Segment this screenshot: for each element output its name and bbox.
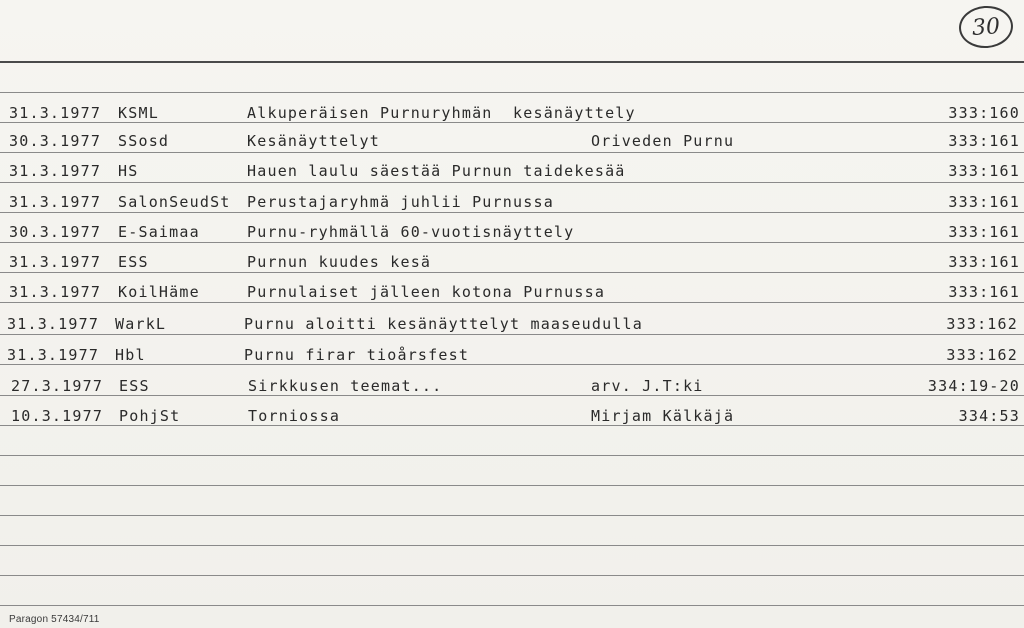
entry-row bbox=[0, 280, 1024, 304]
entry-source: E-Saimaa bbox=[118, 223, 200, 241]
entry-ref: 333:161 bbox=[948, 162, 1020, 180]
entry-source: KSML bbox=[118, 104, 159, 122]
entry-title: Hauen laulu säestää Purnun taidekesää bbox=[247, 162, 626, 180]
entry-title: Purnun kuudes kesä bbox=[247, 253, 432, 271]
entry-date: 31.3.1977 bbox=[9, 193, 102, 211]
entry-row bbox=[0, 250, 1024, 274]
page-number: 30 bbox=[971, 13, 1001, 41]
card-footer: Paragon 57434/711 bbox=[9, 614, 100, 625]
top-rule bbox=[0, 61, 1024, 63]
entry-ref: 333:161 bbox=[948, 132, 1020, 150]
ruled-line bbox=[0, 485, 1024, 486]
entry-source: ESS bbox=[119, 377, 150, 395]
entry-row bbox=[0, 343, 1024, 367]
entry-date: 31.3.1977 bbox=[7, 346, 100, 364]
entry-date: 30.3.1977 bbox=[9, 132, 102, 150]
entry-source: SalonSeudSt bbox=[118, 193, 231, 211]
entry-row bbox=[0, 404, 1024, 428]
ruled-line bbox=[0, 515, 1024, 516]
entry-title: Sirkkusen teemat... bbox=[248, 377, 443, 395]
entry-extra: arv. J.T:ki bbox=[591, 377, 704, 395]
entry-source: PohjSt bbox=[119, 407, 181, 425]
entry-source: SSosd bbox=[118, 132, 170, 150]
ruled-line bbox=[0, 575, 1024, 576]
entry-title: Kesänäyttelyt bbox=[247, 132, 380, 150]
entry-title: Purnu firar tioårsfest bbox=[244, 346, 470, 364]
ruled-line bbox=[0, 455, 1024, 456]
entry-row bbox=[0, 312, 1024, 336]
entry-date: 27.3.1977 bbox=[11, 377, 104, 395]
entry-title: Purnu-ryhmällä 60-vuotisnäyttely bbox=[247, 223, 575, 241]
entry-source: WarkL bbox=[115, 315, 167, 333]
entry-date: 30.3.1977 bbox=[9, 223, 102, 241]
entry-ref: 333:161 bbox=[948, 253, 1020, 271]
entry-source: HS bbox=[118, 162, 139, 180]
entry-date: 31.3.1977 bbox=[7, 315, 100, 333]
entry-ref: 333:162 bbox=[946, 315, 1018, 333]
entry-extra: Oriveden Purnu bbox=[591, 132, 735, 150]
entry-date: 10.3.1977 bbox=[11, 407, 104, 425]
entry-date: 31.3.1977 bbox=[9, 253, 102, 271]
entry-title: Purnulaiset jälleen kotona Purnussa bbox=[247, 283, 606, 301]
entry-extra: Mirjam Kälkäjä bbox=[591, 407, 735, 425]
entry-ref: 334:53 bbox=[958, 407, 1020, 425]
entry-row bbox=[0, 190, 1024, 214]
entry-date: 31.3.1977 bbox=[9, 283, 102, 301]
ruled-line bbox=[0, 545, 1024, 546]
entry-title: Purnu aloitti kesänäyttelyt maaseudulla bbox=[244, 315, 643, 333]
entry-date: 31.3.1977 bbox=[9, 162, 102, 180]
entry-ref: 333:160 bbox=[948, 104, 1020, 122]
entry-source: Hbl bbox=[115, 346, 146, 364]
entry-row bbox=[0, 129, 1024, 153]
entry-title: Alkuperäisen Purnuryhmän kesänäyttely bbox=[247, 104, 636, 122]
entry-ref: 333:161 bbox=[948, 283, 1020, 301]
entry-ref: 334:19-20 bbox=[927, 377, 1020, 395]
entry-source: ESS bbox=[118, 253, 149, 271]
entry-ref: 333:161 bbox=[948, 193, 1020, 211]
entry-row bbox=[0, 220, 1024, 244]
entry-row bbox=[0, 374, 1024, 398]
ruled-line bbox=[0, 605, 1024, 606]
entry-row bbox=[0, 101, 1024, 125]
entry-source: KoilHäme bbox=[118, 283, 200, 301]
page-number-stamp bbox=[958, 4, 1015, 50]
entry-date: 31.3.1977 bbox=[9, 104, 102, 122]
entry-row bbox=[0, 159, 1024, 183]
entry-title: Torniossa bbox=[248, 407, 341, 425]
entry-ref: 333:161 bbox=[948, 223, 1020, 241]
ruled-line bbox=[0, 92, 1024, 93]
entry-ref: 333:162 bbox=[946, 346, 1018, 364]
entry-title: Perustajaryhmä juhlii Purnussa bbox=[247, 193, 554, 211]
